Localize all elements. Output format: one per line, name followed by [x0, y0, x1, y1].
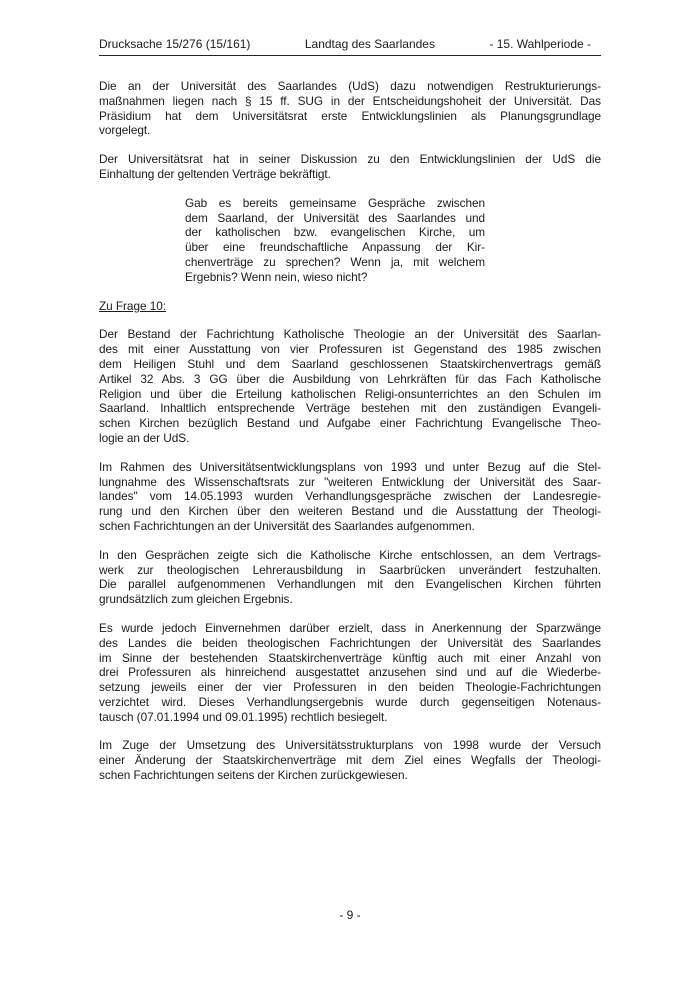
paragraph — [99, 152, 601, 182]
text-line: einer Änderung der Staatskirchenverträge mit dem Ziel eines Wegfalls der Theologi- — [99, 753, 601, 768]
text-line: Die an der Universität des Saarlandes (UdS) dazu notwendigen Restrukturierungs- — [99, 79, 601, 93]
text-line: Ergebnis? Wenn nein, wieso nicht? — [185, 269, 368, 284]
document-body — [99, 79, 601, 797]
text-line: schen Fachrichtungen seitens der Kirchen zurückgewiesen. — [99, 768, 408, 783]
text-line: schen Kirchen bezüglich Bestand und Aufgabe einer Fachrichtung Evangelische Theo- — [99, 416, 601, 431]
text-line: rung und den Kirchen über den weiteren Bestand und die Ausstattung der Theologi- — [99, 504, 601, 519]
text-line: maßnahmen liegen nach § 15 ff. SUG in der Entscheidungshoheit der Universität. Das — [99, 93, 601, 108]
text-line: tausch (07.01.1994 und 09.01.1995) rechtlich besiegelt. — [99, 709, 388, 724]
paragraph — [99, 79, 601, 138]
text-line: des mit einer Ausstattung von vier Professuren ist Gegenstand des 1985 zwischen — [99, 342, 601, 357]
text-line: setzung jeweils einer der vier Professuren in den beiden Theologie-Fachrichtungen — [99, 680, 601, 695]
text-line: dem Saarland, der Universität des Saarlandes und — [185, 210, 485, 225]
header-institution: Landtag des Saarlandes — [304, 37, 435, 51]
text-line: Religion und über die Erteilung katholischen Religi-onsunterrichtes an den Schulen im — [99, 386, 601, 401]
text-line: schen Fachrichtungen an der Universität des Saarlandes aufgenommen. — [99, 518, 475, 533]
paragraph — [99, 621, 601, 725]
text-line: werk zur theologischen Lehrerausbildung in Saarbrücken unverändert festzuhalten. — [99, 562, 601, 577]
text-line: In den Gesprächen zeigte sich die Katholische Kirche entschlossen, an dem Vertrags- — [99, 547, 601, 562]
text-line: drei Professuren als hinreichend ausgestattet anzusehen sind und auf die Wiederbe- — [99, 665, 601, 680]
text-line: im Sinne der bestehenden Staatskirchenverträge künftig auch mit einer Anzahl von — [99, 650, 601, 665]
text-line: Artikel 32 Abs. 3 GG über die Ausbildung von Lehrkräften für das Fach Katholische — [99, 371, 601, 386]
text-line: grundsätzlich zum gleichen Ergebnis. — [99, 592, 293, 607]
text-line: des Landes die beiden theologischen Fachrichtungen der Universität des Saarlandes — [99, 635, 601, 650]
text-line: über eine freundschaftliche Anpassung der Kir- — [185, 240, 485, 255]
page-number: - 9 - — [339, 908, 361, 922]
page-header — [99, 37, 601, 56]
header-period: - 15. Wahlperiode - — [489, 37, 591, 51]
page-footer — [99, 908, 601, 922]
text-line: vorgelegt. — [99, 123, 151, 138]
text-line: dem Heiligen Stuhl und dem Saarland geschlossenen Staatskirchenvertrags gemäß — [99, 356, 601, 371]
section-heading: Zu Frage 10: — [99, 298, 166, 313]
text-line: Einhaltung der geltenden Verträge bekräftigt. — [99, 166, 331, 181]
paragraph — [99, 460, 601, 534]
header-doc-number: Drucksache 15/276 (15/161) — [99, 37, 251, 51]
text-line: Im Zuge der Umsetzung des Universitätsstrukturplans von 1998 wurde der Versuch — [99, 738, 601, 753]
text-line: Der Bestand der Fachrichtung Katholische Theologie an der Universität des Saarlan- — [99, 327, 601, 342]
text-line: verzichtet wird. Dieses Verhandlungsergebnis wurde durch gegenseitigen Notenaus- — [99, 694, 601, 709]
text-line: Die parallel aufgenommenen Verhandlungen mit den Evangelischen Kirchen führten — [99, 577, 601, 592]
text-line: lungnahme des Wissenschaftsrats zur "weiteren Entwicklung der Universität des Saar- — [99, 474, 601, 489]
text-line: chenverträge zu sprechen? Wenn ja, mit welchem — [185, 254, 485, 269]
text-line: logie an der UdS. — [99, 430, 190, 445]
text-line: Es wurde jedoch Einvernehmen darüber erzielt, dass in Anerkennung der Sparzwänge — [99, 620, 601, 635]
paragraph — [99, 738, 601, 782]
text-line: Saarland. Inhaltlich entsprechende Verträge bestehen mit den zuständigen Evangeli- — [99, 401, 601, 416]
paragraph — [99, 548, 601, 607]
text-line: Gab es bereits gemeinsame Gespräche zwischen — [185, 195, 485, 210]
text-line: Im Rahmen des Universitätsentwicklungsplans von 1993 und unter Bezug auf die Stel- — [99, 459, 601, 474]
paragraph — [99, 327, 601, 445]
text-line: der katholischen bzw. evangelischen Kirche, um — [185, 225, 485, 240]
text-line: Der Universitätsrat hat in seiner Diskussion zu den Entwicklungslinien der UdS die — [99, 152, 601, 167]
question-block — [185, 196, 485, 285]
text-line: landes" vom 14.05.1993 wurden Verhandlungsgespräche zwischen der Landesregie- — [99, 489, 601, 504]
text-line: Präsidium hat dem Universitätsrat erste Entwicklungslinien als Planungsgrundlage — [99, 108, 601, 123]
